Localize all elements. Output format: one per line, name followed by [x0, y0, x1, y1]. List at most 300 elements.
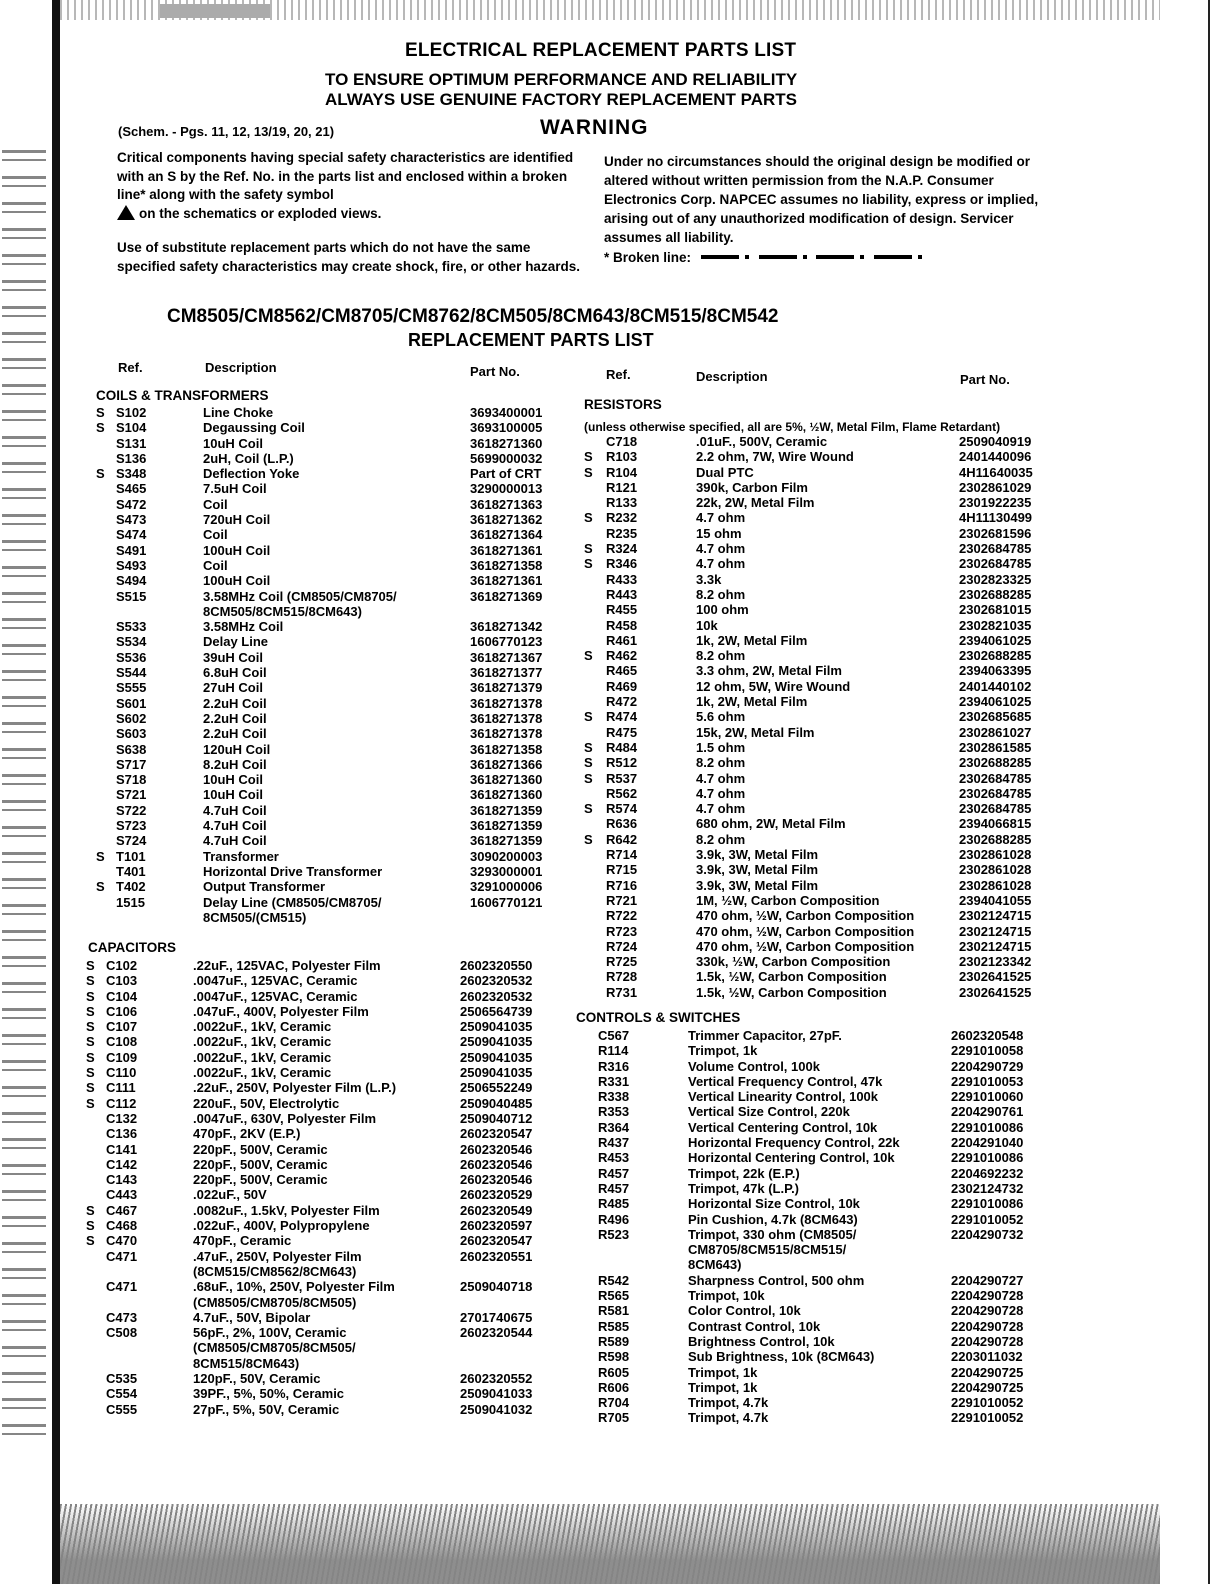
ref-number: R723 — [606, 923, 638, 939]
part-description: .01uF., 500V, Ceramic — [696, 434, 828, 449]
ref-number: R537 — [606, 770, 638, 786]
part-description: Vertical Linearity Control, 100k — [688, 1089, 879, 1105]
ref-number: S536 — [116, 649, 147, 665]
ref-number: T401 — [116, 863, 146, 879]
ref-number: R235 — [606, 525, 638, 541]
part-number: 2204290728 — [951, 1333, 1024, 1349]
part-number: 2291010052 — [951, 1211, 1024, 1227]
ref-number: R316 — [598, 1058, 630, 1074]
dash-mark — [759, 255, 797, 259]
ref-number: R474 — [606, 709, 638, 725]
part-description: .022uF., 50V — [193, 1187, 267, 1203]
part-description: Trimpot, 4.7k — [688, 1395, 769, 1411]
part-number: 2509040712 — [460, 1110, 533, 1126]
ref-number: R512 — [606, 755, 638, 771]
part-description: 15 ohm — [696, 525, 742, 541]
safety-mark: S — [584, 556, 593, 572]
part-description: Trimmer Capacitor, 27pF. — [688, 1028, 842, 1043]
part-number: 2204290728 — [951, 1318, 1024, 1334]
part-number: 1606770121 — [470, 894, 543, 910]
ref-number: R103 — [606, 449, 638, 465]
part-number: 2302861029 — [959, 479, 1032, 495]
part-description: 4.7uH Coil — [203, 818, 267, 834]
part-description: 39PF., 5%, 50%, Ceramic — [193, 1386, 345, 1402]
part-number: 2602320548 — [951, 1028, 1024, 1043]
ref-number: R462 — [606, 648, 638, 664]
ref-number: R605 — [598, 1364, 630, 1380]
part-number: 2204692232 — [951, 1165, 1024, 1181]
ref-number: R725 — [606, 954, 638, 970]
ref-number: R443 — [606, 586, 638, 602]
ref-number: S555 — [116, 680, 147, 696]
part-number: 3618271361 — [470, 542, 543, 558]
ref-number: 1515 — [116, 894, 145, 910]
safety-mark: S — [86, 1003, 95, 1019]
part-description: Horizontal Drive Transformer — [203, 863, 383, 879]
part-number: 3618271360 — [470, 772, 543, 788]
part-number: 3618271363 — [470, 496, 543, 512]
part-number: 2394041055 — [959, 892, 1032, 908]
ref-number: S474 — [116, 527, 147, 543]
safety-mark: S — [584, 449, 593, 465]
ref-number: R475 — [606, 724, 638, 740]
part-number: 3618271359 — [470, 833, 543, 849]
scan-top-noise — [60, 0, 1160, 20]
part-number: 2302861028 — [959, 877, 1032, 893]
part-number: 2509041035 — [460, 1019, 533, 1035]
resistors-note: (unless otherwise specified, all are 5%, ½W, Metal Film, Flame Retardant) — [584, 420, 1001, 434]
ref-number: R324 — [606, 541, 638, 557]
part-number: 2602320532 — [460, 988, 533, 1004]
part-description: Horizontal Size Control, 10k — [688, 1196, 860, 1212]
safety-mark: S — [584, 755, 593, 771]
part-description: Delay Line (CM8505/CM8705/ — [203, 894, 382, 910]
safety-mark: S — [96, 420, 105, 436]
ref-number: S721 — [116, 787, 147, 803]
warning-heading: WARNING — [540, 116, 649, 139]
part-description: Coil — [203, 527, 228, 543]
part-description: 8.2 ohm — [696, 831, 746, 847]
model-numbers: CM8505/CM8562/CM8705/CM8762/8CM505/8CM643/8CM515/8CM542 — [167, 306, 779, 327]
part-number: 2302123342 — [959, 954, 1032, 970]
safety-mark: S — [584, 801, 593, 817]
part-description: 12 ohm, 5W, Wire Wound — [696, 678, 851, 694]
part-number: 2291010086 — [951, 1196, 1024, 1212]
ref-number: R457 — [598, 1165, 630, 1181]
part-number: 2302124715 — [959, 938, 1032, 954]
part-number: 1606770123 — [470, 634, 543, 650]
ref-number: R715 — [606, 862, 638, 878]
part-description: 2.2uH Coil — [203, 710, 267, 726]
ref-number: C718 — [606, 434, 638, 449]
ref-number: C104 — [106, 988, 138, 1004]
part-description: 470 ohm, ½W, Carbon Composition — [696, 923, 915, 939]
part-description: Deflection Yoke — [203, 466, 300, 482]
scan-left-border — [0, 0, 58, 1584]
scan-right-border — [1208, 0, 1224, 1584]
part-number: 3618271364 — [470, 527, 543, 543]
part-description: .0022uF., 1kV, Ceramic — [193, 1034, 332, 1050]
part-description: 10k — [696, 617, 718, 633]
part-number: 2302124715 — [959, 923, 1032, 939]
ref-number: R121 — [606, 479, 638, 495]
part-number: 2204291040 — [951, 1135, 1024, 1151]
part-description: 470pF., Ceramic — [193, 1233, 292, 1249]
part-number: 2509040718 — [460, 1279, 533, 1295]
safety-mark: S — [584, 464, 593, 480]
part-number: 2291010086 — [951, 1119, 1024, 1135]
part-number: 3618271360 — [470, 787, 543, 803]
part-description: (CM8505/CM8705/8CM505/ — [193, 1340, 356, 1356]
ref-number: S472 — [116, 496, 147, 512]
part-number: 3618271358 — [470, 741, 543, 757]
part-description: Sub Brightness, 10k (8CM643) — [688, 1349, 875, 1365]
part-number: 2302641525 — [959, 969, 1032, 985]
schematic-pages: (Schem. - Pgs. 11, 12, 13/19, 20, 21) — [118, 124, 335, 139]
part-description: Vertical Frequency Control, 47k — [688, 1073, 883, 1089]
part-number: 2302688285 — [959, 755, 1032, 771]
part-description: 470 ohm, ½W, Carbon Composition — [696, 908, 915, 924]
part-number: 2602320546 — [460, 1141, 533, 1157]
dot-mark — [745, 255, 749, 259]
part-number: 2301922235 — [959, 495, 1032, 511]
safety-mark: S — [86, 958, 95, 973]
part-number: 2509041032 — [460, 1401, 533, 1417]
part-number: 2302861027 — [959, 724, 1032, 740]
safety-mark: S — [86, 1218, 95, 1234]
safety-note-text-2: on the schematics or exploded views. — [139, 205, 382, 221]
ref-number: C467 — [106, 1202, 138, 1218]
part-description: 3.3k — [696, 571, 722, 587]
part-description: Color Control, 10k — [688, 1303, 801, 1319]
part-number: 2602320550 — [460, 958, 533, 973]
part-description: 100uH Coil — [203, 573, 271, 589]
page-title: ELECTRICAL REPLACEMENT PARTS LIST — [405, 40, 797, 61]
ref-number: C468 — [106, 1218, 138, 1234]
part-description: 8.2 ohm — [696, 648, 746, 664]
part-description: 8CM505/(CM515) — [203, 909, 307, 925]
part-number: 3618271358 — [470, 557, 543, 573]
part-description: Transformer — [203, 848, 279, 864]
part-number: 2291010060 — [951, 1089, 1024, 1105]
ref-number: R114 — [598, 1043, 629, 1059]
part-description: 4.7uH Coil — [203, 802, 267, 818]
part-description: 6.8uH Coil — [203, 665, 267, 681]
part-number: 2509040919 — [959, 434, 1032, 449]
part-number: 3618271359 — [470, 802, 543, 818]
ref-number: S544 — [116, 665, 147, 681]
safety-note — [117, 149, 587, 223]
part-description: 220pF., 500V, Ceramic — [193, 1156, 328, 1172]
part-number: 3693100005 — [470, 420, 543, 436]
col-part-left: Part No. — [470, 364, 520, 379]
ref-number: C471 — [106, 1248, 138, 1264]
part-description: Vertical Size Control, 220k — [688, 1104, 850, 1120]
ref-number: S602 — [116, 710, 147, 726]
dot-mark — [860, 255, 864, 259]
part-description: 4.7 ohm — [696, 510, 746, 526]
part-description: .0022uF., 1kV, Ceramic — [193, 1065, 332, 1081]
part-description: .022uF., 400V, Polypropylene — [193, 1218, 370, 1234]
safety-mark: S — [86, 988, 95, 1004]
ref-number: R523 — [598, 1226, 630, 1242]
part-number: 2204290732 — [951, 1226, 1024, 1242]
broken-line-legend — [604, 250, 922, 265]
part-number: 2302124715 — [959, 908, 1032, 924]
part-description: 4.7uH Coil — [203, 833, 267, 849]
part-number: 2204290729 — [951, 1058, 1024, 1074]
part-description: .0022uF., 1kV, Ceramic — [193, 1019, 332, 1035]
part-description: 4.7uF., 50V, Bipolar — [193, 1309, 311, 1325]
dash-mark — [701, 255, 739, 259]
safety-mark: S — [86, 1019, 95, 1035]
part-number: 3293000001 — [470, 863, 543, 879]
part-number: 3618271362 — [470, 512, 543, 528]
ref-number: R104 — [606, 464, 638, 480]
part-number: 3618271359 — [470, 818, 543, 834]
part-number: 2291010052 — [951, 1395, 1024, 1411]
broken-line-label: * Broken line: — [604, 250, 692, 265]
ref-number: R485 — [598, 1196, 630, 1212]
part-description: 3.58MHz Coil (CM8505/CM8705/ — [203, 588, 397, 604]
dot-mark — [918, 255, 922, 259]
part-description: 1.5k, ½W, Carbon Composition — [696, 984, 887, 1000]
ref-number: S102 — [116, 405, 147, 420]
part-number: 2701740675 — [460, 1309, 533, 1325]
ref-number: R562 — [606, 785, 638, 801]
ref-number: R496 — [598, 1211, 630, 1227]
ref-number: R716 — [606, 877, 638, 893]
scan-edge — [52, 0, 60, 1584]
part-number: 3090200003 — [470, 848, 543, 864]
part-number: 3618271379 — [470, 680, 543, 696]
ref-number: C470 — [106, 1233, 138, 1249]
ref-number: S603 — [116, 726, 147, 742]
part-description: Horizontal Centering Control, 10k — [688, 1150, 895, 1166]
part-number: 2291010052 — [951, 1410, 1024, 1426]
part-number: 2302861028 — [959, 847, 1032, 863]
part-description: 56pF., 2%, 100V, Ceramic — [193, 1325, 347, 1341]
part-number: 2602320546 — [460, 1172, 533, 1188]
ref-number: R465 — [606, 663, 638, 679]
part-number: 3618271378 — [470, 695, 543, 711]
part-description: Output Transformer — [203, 879, 326, 895]
part-description: Trimpot, 22k (E.P.) — [688, 1165, 800, 1181]
ref-number: C103 — [106, 973, 138, 989]
part-description: 680 ohm, 2W, Metal Film — [696, 816, 846, 832]
part-description: 8.2uH Coil — [203, 756, 267, 772]
ref-number: R472 — [606, 694, 638, 710]
part-number: 3618271369 — [470, 588, 543, 604]
part-description: 120uH Coil — [203, 741, 271, 757]
part-number: 2302688285 — [959, 586, 1032, 602]
safety-mark: S — [86, 1049, 95, 1065]
part-number: 2602320597 — [460, 1218, 533, 1234]
part-description: 3.9k, 3W, Metal Film — [696, 847, 819, 863]
part-number: 2204290761 — [951, 1104, 1024, 1120]
part-description: 1k, 2W, Metal Film — [696, 694, 808, 710]
ref-number: S465 — [116, 481, 147, 497]
part-description: .0047uF., 125VAC, Ceramic — [193, 973, 358, 989]
reliability-line-2: ALWAYS USE GENUINE FACTORY REPLACEMENT PARTS — [325, 90, 797, 109]
ref-number: R484 — [606, 739, 638, 755]
ref-number: C143 — [106, 1172, 138, 1188]
part-description: .68uF., 10%, 250V, Polyester Film — [193, 1279, 395, 1295]
safety-mark: S — [584, 770, 593, 786]
part-description: .0022uF., 1kV, Ceramic — [193, 1049, 332, 1065]
ref-number: T402 — [116, 879, 146, 895]
safety-mark: S — [86, 1034, 95, 1050]
safety-mark: S — [584, 831, 593, 847]
part-description: Brightness Control, 10k — [688, 1333, 835, 1349]
part-description: Trimpot, 330 ohm (CM8505/ — [688, 1226, 857, 1242]
part-description: .22uF., 250V, Polyester Film (L.P.) — [193, 1080, 397, 1096]
part-number: 2302681596 — [959, 525, 1032, 541]
safety-mark: S — [86, 1095, 95, 1111]
part-description: 8CM505/8CM515/8CM643) — [203, 603, 362, 619]
part-description: 8.2 ohm — [696, 755, 746, 771]
part-number: 3693400001 — [470, 405, 543, 420]
reliability-notice — [325, 70, 797, 110]
part-number: 2302688285 — [959, 648, 1032, 664]
ref-number: S601 — [116, 695, 147, 711]
safety-mark: S — [584, 541, 593, 557]
part-number: 2509041035 — [460, 1034, 533, 1050]
dash-mark — [816, 255, 854, 259]
ref-number: C132 — [106, 1110, 138, 1126]
ref-number: R589 — [598, 1333, 630, 1349]
part-number: 2204290727 — [951, 1272, 1024, 1288]
part-description: 390k, Carbon Film — [696, 479, 808, 495]
part-description: 10uH Coil — [203, 435, 263, 451]
safety-mark: S — [96, 466, 105, 482]
part-number: 2506564739 — [460, 1003, 533, 1019]
ref-number: C508 — [106, 1325, 138, 1341]
safety-mark: S — [86, 1202, 95, 1218]
safety-note-text: Critical components having special safety characteristics are identified with an S by the Ref. No. in the parts list and enclosed within a broken line* along with the safety symbol — [117, 150, 574, 202]
col-ref-right: Ref. — [606, 367, 631, 382]
ref-number: R461 — [606, 632, 638, 648]
part-description: 3.9k, 3W, Metal Film — [696, 862, 819, 878]
ref-number: R585 — [598, 1318, 630, 1334]
part-number: 2401440102 — [959, 678, 1032, 694]
part-description: 8CM643) — [688, 1257, 742, 1273]
part-description: 3.3 ohm, 2W, Metal Film — [696, 663, 842, 679]
ref-number: S638 — [116, 741, 147, 757]
part-description: 1M, ½W, Carbon Composition — [696, 892, 880, 908]
part-description: 5.6 ohm — [696, 709, 746, 725]
part-description: 3.9k, 3W, Metal Film — [696, 877, 819, 893]
ref-number: R346 — [606, 556, 638, 572]
part-description: 1.5k, ½W, Carbon Composition — [696, 969, 887, 985]
part-description: 1.5 ohm — [696, 739, 746, 755]
ref-number: R331 — [598, 1073, 630, 1089]
part-description: Trimpot, 4.7k — [688, 1410, 769, 1426]
part-number: 4H11130499 — [959, 510, 1033, 526]
part-number: 2302688285 — [959, 831, 1032, 847]
ref-number: R338 — [598, 1089, 630, 1105]
part-description: 10uH Coil — [203, 787, 263, 803]
safety-mark: S — [584, 739, 593, 755]
ref-number: R606 — [598, 1379, 630, 1395]
part-number: 2602320549 — [460, 1202, 533, 1218]
safety-mark: S — [96, 405, 105, 420]
part-description: 3.58MHz Coil — [203, 619, 284, 635]
part-description: 39uH Coil — [203, 649, 263, 665]
part-number: 2302861028 — [959, 862, 1032, 878]
ref-number: S718 — [116, 772, 147, 788]
part-number: 2394066815 — [959, 816, 1032, 832]
ref-number: C443 — [106, 1187, 138, 1203]
section-coils: COILS & TRANSFORMERS — [96, 388, 269, 403]
ref-number: R705 — [598, 1410, 630, 1426]
ref-number: C555 — [106, 1401, 138, 1417]
part-number: 2204290728 — [951, 1303, 1024, 1319]
part-description: (CM8505/CM8705/8CM505) — [193, 1294, 357, 1310]
list-title: REPLACEMENT PARTS LIST — [408, 330, 654, 350]
part-number: 2291010086 — [951, 1150, 1024, 1166]
safety-mark: S — [584, 648, 593, 664]
ref-number: R704 — [598, 1395, 630, 1411]
ref-number: R598 — [598, 1349, 630, 1365]
col-desc-right: Description — [696, 369, 768, 384]
part-number: 3291000006 — [470, 879, 543, 895]
part-description: (8CM515/CM8562/8CM643) — [193, 1263, 357, 1279]
part-number: 2509041035 — [460, 1049, 533, 1065]
ref-number: C111 — [106, 1080, 136, 1096]
ref-number: R722 — [606, 908, 638, 924]
part-description: CM8705/8CM515/8CM515/ — [688, 1242, 847, 1258]
part-description: 10uH Coil — [203, 772, 263, 788]
ref-number: R574 — [606, 801, 638, 817]
part-number: 2302684785 — [959, 541, 1032, 557]
part-number: 3618271377 — [470, 665, 543, 681]
ref-number: R458 — [606, 617, 638, 633]
part-description: 2.2uH Coil — [203, 726, 267, 742]
part-description: .22uF., 125VAC, Polyester Film — [193, 958, 381, 973]
part-number: 2602320552 — [460, 1371, 533, 1387]
ref-number: C102 — [106, 958, 138, 973]
ref-number: R636 — [606, 816, 638, 832]
ref-number: R457 — [598, 1180, 630, 1196]
ref-number: R542 — [598, 1272, 630, 1288]
part-number: 2204290728 — [951, 1288, 1024, 1304]
ref-number: S473 — [116, 512, 147, 528]
part-description: Horizontal Frequency Control, 22k — [688, 1135, 900, 1151]
part-number: 2302641525 — [959, 984, 1032, 1000]
part-number: 2602320547 — [460, 1233, 533, 1249]
part-description: 470 ohm, ½W, Carbon Composition — [696, 938, 915, 954]
part-number: 2401440096 — [959, 449, 1032, 465]
part-number: 2302685685 — [959, 709, 1032, 725]
ref-number: S493 — [116, 557, 147, 573]
part-description: 100uH Coil — [203, 542, 271, 558]
part-number: 2291010053 — [951, 1073, 1024, 1089]
ref-number: R581 — [598, 1303, 630, 1319]
part-description: 4.7 ohm — [696, 541, 746, 557]
part-description: 100 ohm — [696, 602, 749, 618]
part-number: 2602320546 — [460, 1156, 533, 1172]
part-description: Dual PTC — [696, 464, 754, 480]
part-description: 1k, 2W, Metal Film — [696, 632, 808, 648]
part-description: Trimpot, 1k — [688, 1043, 758, 1059]
part-number: 2291010058 — [951, 1043, 1024, 1059]
ref-number: R353 — [598, 1104, 630, 1120]
part-description: 4.7 ohm — [696, 770, 746, 786]
ref-number: S722 — [116, 802, 147, 818]
part-description: Volume Control, 100k — [688, 1058, 820, 1074]
ref-number: C567 — [598, 1028, 630, 1043]
